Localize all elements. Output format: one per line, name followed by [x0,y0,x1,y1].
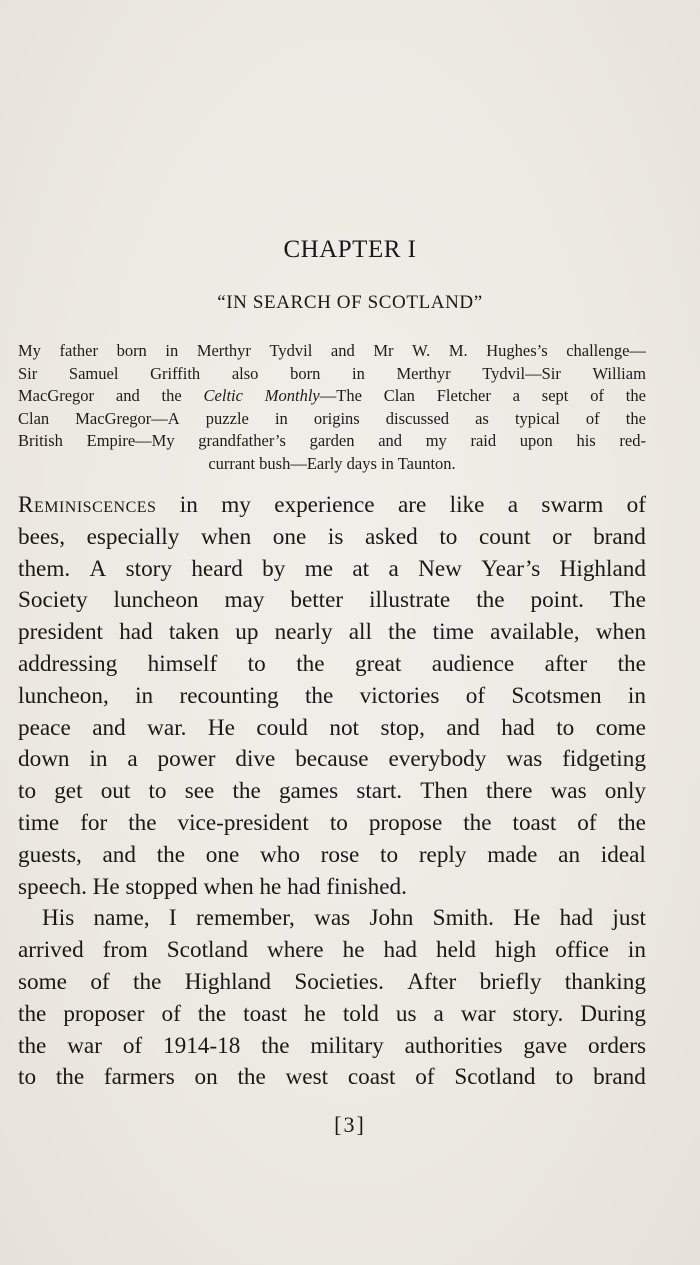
body-line: Society luncheon may better illustrate the point. The [18,587,646,614]
body-word: a [507,492,519,518]
body-word: in [179,492,198,518]
synopsis-line: My father born in Merthyr Tydvil and Mr W. M. Hughes’s challenge— [18,341,646,360]
body-line: arrived from Scotland where he had held high office in [18,937,646,964]
opening-word: Reminiscences [18,492,157,518]
body-line: peace and war. He could not stop, and had to come [18,714,646,741]
chapter-title: CHAPTER I [283,236,417,263]
body-line: president had taken up nearly all the time available, when [18,619,646,646]
synopsis-line: MacGregor and the Celtic Monthly—The Clan Fletcher a sept of the [18,386,646,405]
body-text [18,490,646,1094]
body-line-opening [18,490,646,522]
body-line: to the farmers on the west coast of Scotland to brand [18,1064,646,1091]
body-line: the proposer of the toast he told us a war story. During [18,1000,646,1027]
body-word: are [397,492,427,518]
body-line: guests, and the one who rose to reply made an ideal [18,841,646,868]
body-line: down in a power dive because everybody was fidgeting [18,746,646,773]
body-line: them. A story heard by me at a New Year’s Highland [18,555,646,582]
body-line: to get out to see the games start. Then there was only [18,778,646,805]
body-word: of [626,492,646,518]
chapter-synopsis [18,340,646,475]
body-word: swarm [541,492,604,518]
page-number: [3] [334,1112,366,1137]
body-line: bees, especially when one is asked to count or brand [18,523,646,550]
body-line: His name, I remember, was John Smith. He had just [42,905,646,932]
body-word: like [449,492,485,518]
body-line: speech. He stopped when he had finished. [18,873,407,900]
synopsis-line: Clan MacGregor—A puzzle in origins discussed as typical of the [18,408,646,428]
body-line: some of the Highland Societies. After briefly thanking [18,968,646,995]
body-line: addressing himself to the great audience after the [18,650,646,677]
chapter-subtitle: “IN SEARCH OF SCOTLAND” [217,292,483,313]
body-line: time for the vice-president to propose the toast of the [18,809,646,836]
body-word: experience [274,492,375,518]
body-line: luncheon, in recounting the victories of Scotsmen in [18,682,646,709]
synopsis-line: British Empire—My grandfather’s garden and my raid upon his red- [18,431,646,450]
body-word: my [221,492,251,518]
body-line: the war of 1914-18 the military authorities gave orders [18,1032,646,1059]
synopsis-line: currant bush—Early days in Taunton. [208,453,456,473]
synopsis-line: Sir Samuel Griffith also born in Merthyr Tydvil—Sir William [18,363,646,383]
